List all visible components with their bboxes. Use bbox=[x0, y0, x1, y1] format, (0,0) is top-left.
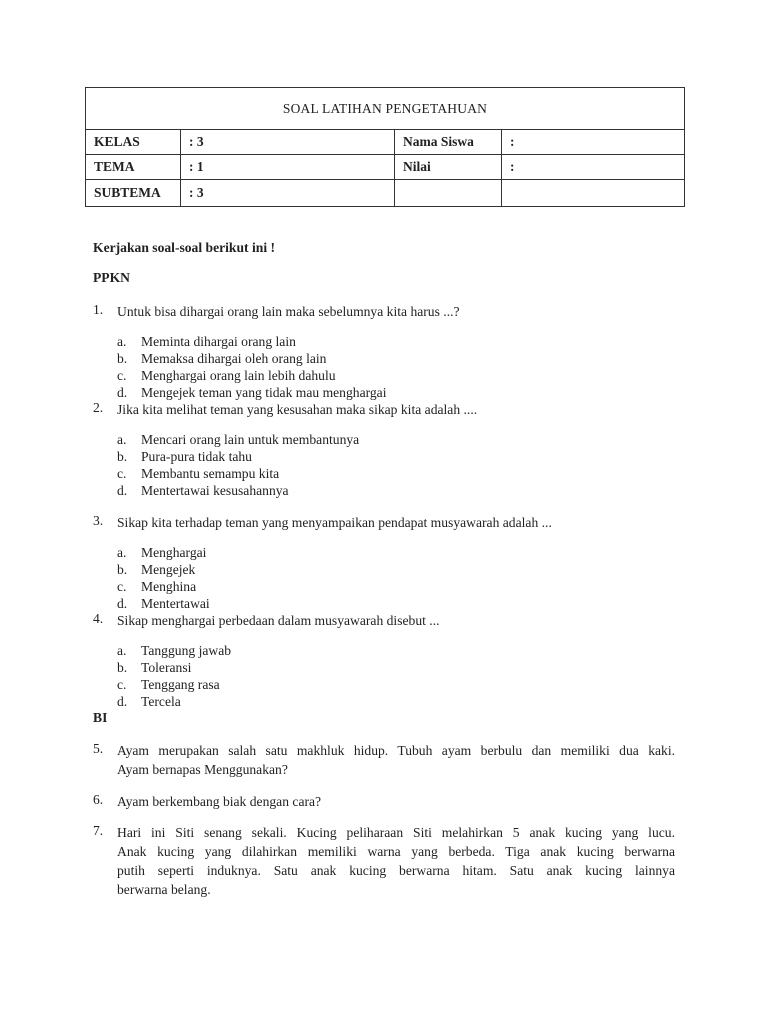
option-letter: b. bbox=[117, 562, 128, 577]
question-text: Untuk bisa dihargai orang lain maka sebelumnya kita harus ...? bbox=[117, 304, 460, 319]
option-text: Menghina bbox=[141, 579, 197, 594]
option-text: Menghargai bbox=[141, 545, 207, 560]
option-text: Mengejek teman yang tidak mau menghargai bbox=[141, 385, 387, 400]
option-text: Mengejek bbox=[141, 562, 196, 577]
question-text-line: Anak kucing yang dilahirkan memiliki warna yang berbeda. Tiga anak kucing berwarna bbox=[117, 844, 675, 859]
question-number: 3. bbox=[93, 513, 104, 528]
option-letter: c. bbox=[117, 466, 127, 481]
option-text: Mentertawai kesusahannya bbox=[141, 483, 289, 498]
option-letter: a. bbox=[117, 545, 127, 560]
header-row-tema bbox=[86, 155, 685, 180]
question-number: 5. bbox=[93, 741, 104, 756]
question-text-line: Ayam merupakan salah satu makhluk hidup. Tubuh ayam berbulu dan memiliki dua kaki. bbox=[117, 743, 675, 758]
option-letter: d. bbox=[117, 483, 128, 498]
option-letter: c. bbox=[117, 579, 127, 594]
question-number: 6. bbox=[93, 792, 104, 807]
tema-label: TEMA bbox=[86, 155, 181, 180]
question-text: Jika kita melihat teman yang kesusahan maka sikap kita adalah .... bbox=[117, 402, 478, 417]
option-text: Pura-pura tidak tahu bbox=[141, 449, 252, 464]
nama-siswa-label: Nama Siswa bbox=[395, 130, 502, 155]
question-number: 7. bbox=[93, 823, 104, 838]
header-table bbox=[85, 87, 685, 207]
option-letter: c. bbox=[117, 677, 127, 692]
kelas-label: KELAS bbox=[86, 130, 181, 155]
option-letter: a. bbox=[117, 643, 127, 658]
section-heading-ppkn: PPKN bbox=[93, 270, 130, 285]
option-letter: b. bbox=[117, 351, 128, 366]
option-letter: d. bbox=[117, 694, 128, 709]
option-text: Meminta dihargai orang lain bbox=[141, 334, 296, 349]
kelas-value: : 3 bbox=[181, 130, 395, 155]
question-text: Sikap kita terhadap teman yang menyampaikan pendapat musyawarah adalah ... bbox=[117, 515, 552, 530]
empty-cell bbox=[502, 180, 685, 207]
question-text-line: putih seperti induknya. Satu anak kucing berwarna hitam. Satu anak kucing lainnya bbox=[117, 863, 675, 878]
nilai-value[interactable]: : bbox=[502, 155, 685, 180]
question-text: Sikap menghargai perbedaan dalam musyawarah disebut ... bbox=[117, 613, 440, 628]
worksheet-title: SOAL LATIHAN PENGETAHUAN bbox=[86, 88, 685, 130]
question-number: 2. bbox=[93, 400, 104, 415]
option-text: Memaksa dihargai oleh orang lain bbox=[141, 351, 327, 366]
instruction-text: Kerjakan soal-soal berikut ini ! bbox=[93, 240, 276, 255]
header-row-subtema bbox=[86, 180, 685, 207]
option-text: Tenggang rasa bbox=[141, 677, 220, 692]
section-heading-bi: BI bbox=[93, 710, 108, 725]
header-row-kelas bbox=[86, 130, 685, 155]
empty-cell bbox=[395, 180, 502, 207]
option-letter: d. bbox=[117, 385, 128, 400]
option-letter: d. bbox=[117, 596, 128, 611]
nama-siswa-value[interactable]: : bbox=[502, 130, 685, 155]
option-letter: b. bbox=[117, 449, 128, 464]
question-number: 4. bbox=[93, 611, 104, 626]
option-text: Membantu semampu kita bbox=[141, 466, 280, 481]
option-text: Toleransi bbox=[141, 660, 192, 675]
question-text: Ayam berkembang biak dengan cara? bbox=[117, 794, 322, 809]
option-text: Tanggung jawab bbox=[141, 643, 232, 658]
option-text: Menghargai orang lain lebih dahulu bbox=[141, 368, 336, 383]
option-letter: a. bbox=[117, 432, 127, 447]
question-text-line: Hari ini Siti senang sekali. Kucing peliharaan Siti melahirkan 5 anak kucing yang lucu. bbox=[117, 825, 675, 840]
option-text: Mentertawai bbox=[141, 596, 210, 611]
option-letter: b. bbox=[117, 660, 128, 675]
subtema-value: : 3 bbox=[181, 180, 395, 207]
option-text: Mencari orang lain untuk membantunya bbox=[141, 432, 360, 447]
question-number: 1. bbox=[93, 302, 104, 317]
tema-value: : 1 bbox=[181, 155, 395, 180]
option-letter: c. bbox=[117, 368, 127, 383]
question-text-line: Ayam bernapas Menggunakan? bbox=[117, 762, 288, 777]
subtema-label: SUBTEMA bbox=[86, 180, 181, 207]
option-letter: a. bbox=[117, 334, 127, 349]
question-text-line: berwarna belang. bbox=[117, 882, 211, 897]
option-text: Tercela bbox=[141, 694, 181, 709]
nilai-label: Nilai bbox=[395, 155, 502, 180]
